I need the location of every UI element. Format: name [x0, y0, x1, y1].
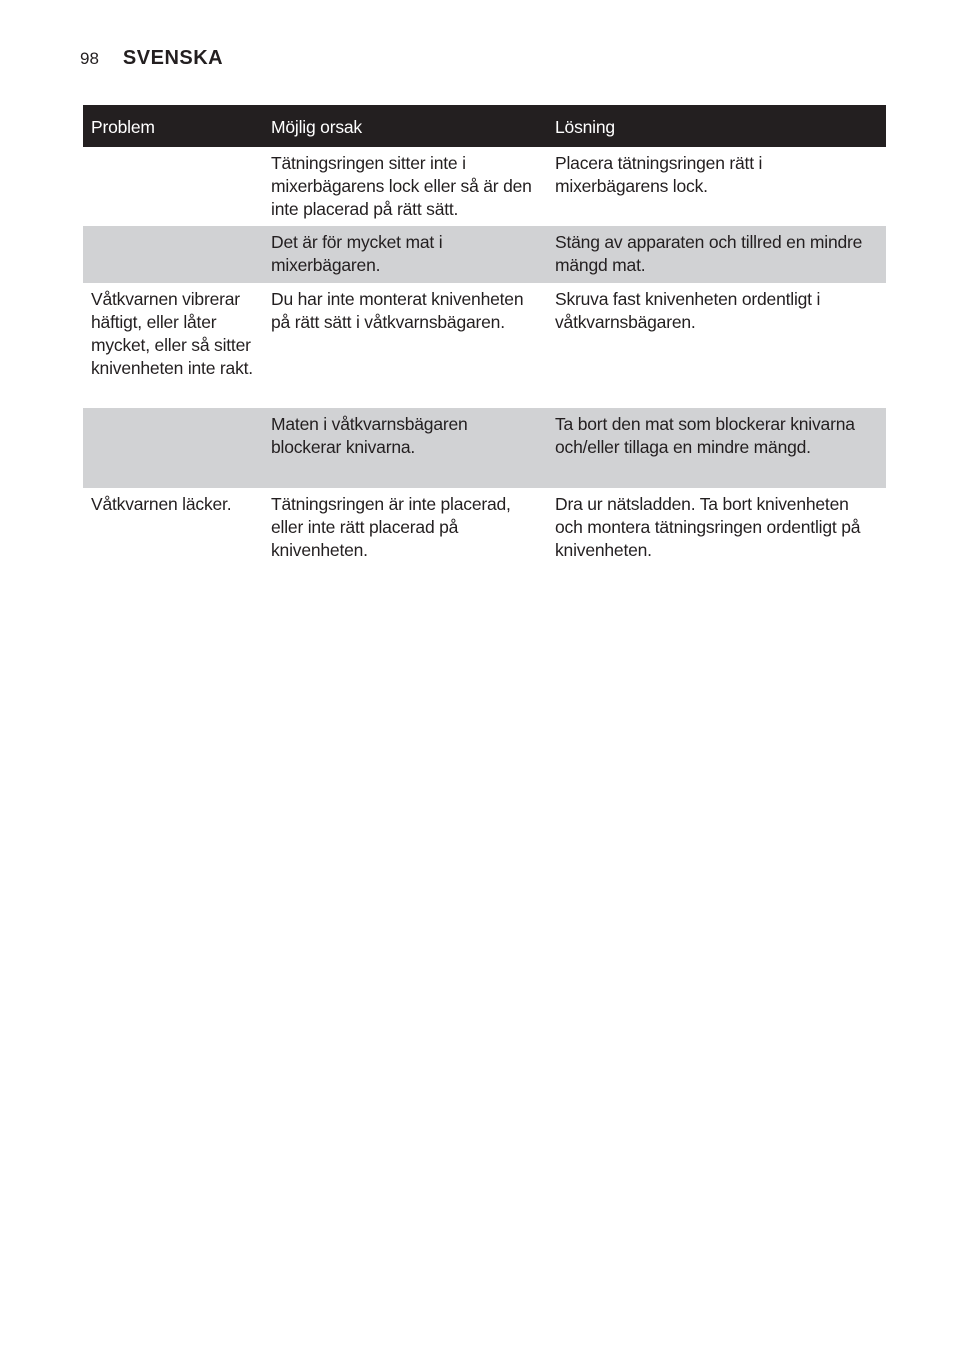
troubleshooting-table	[83, 105, 886, 570]
problem-cell: Våtkvarnen vibrerar häftigt, eller låter mycket, eller så sitter knivenheten inte rakt.	[91, 289, 253, 378]
problem-cell	[83, 147, 263, 226]
table-row	[83, 408, 886, 488]
table-row	[83, 488, 886, 570]
problem-cell: Våtkvarnen läcker.	[91, 494, 232, 514]
table-header-row	[83, 105, 886, 147]
solution-cell: Ta bort den mat som blockerar knivarna och/eller tillaga en mindre mängd.	[555, 414, 855, 457]
column-header-problem: Problem	[91, 117, 155, 137]
page-number: 98	[80, 49, 99, 68]
problem-cell	[83, 408, 263, 488]
cause-cell: Det är för mycket mat i mixerbägaren.	[271, 232, 443, 275]
page-header	[80, 47, 223, 75]
problem-cell	[83, 226, 263, 283]
solution-cell: Stäng av apparaten och tillred en mindre mängd mat.	[555, 232, 863, 275]
column-header-cause: Möjlig orsak	[271, 117, 362, 137]
table-row	[83, 283, 886, 408]
section-title: SVENSKA	[122, 47, 224, 69]
cause-cell: Maten i våtkvarnsbägaren blockerar knivarna.	[271, 414, 468, 457]
cause-cell: Du har inte monterat knivenheten på rätt sätt i våtkvarnsbägaren.	[271, 289, 524, 332]
solution-cell: Skruva fast knivenheten ordentligt i våtkvarnsbägaren.	[555, 289, 821, 332]
table-row	[83, 147, 886, 226]
column-header-solution: Lösning	[555, 117, 615, 137]
solution-cell: Placera tätningsringen rätt i mixerbägarens lock.	[555, 153, 763, 196]
solution-cell: Dra ur nätsladden. Ta bort knivenheten och montera tätningsringen ordentligt på knivenheten.	[555, 494, 861, 560]
cause-cell: Tätningsringen är inte placerad, eller inte rätt placerad på knivenheten.	[271, 494, 511, 560]
table-row	[83, 226, 886, 283]
cause-cell: Tätningsringen sitter inte i mixerbägarens lock eller så är den inte placerad på rätt sätt.	[271, 153, 532, 219]
